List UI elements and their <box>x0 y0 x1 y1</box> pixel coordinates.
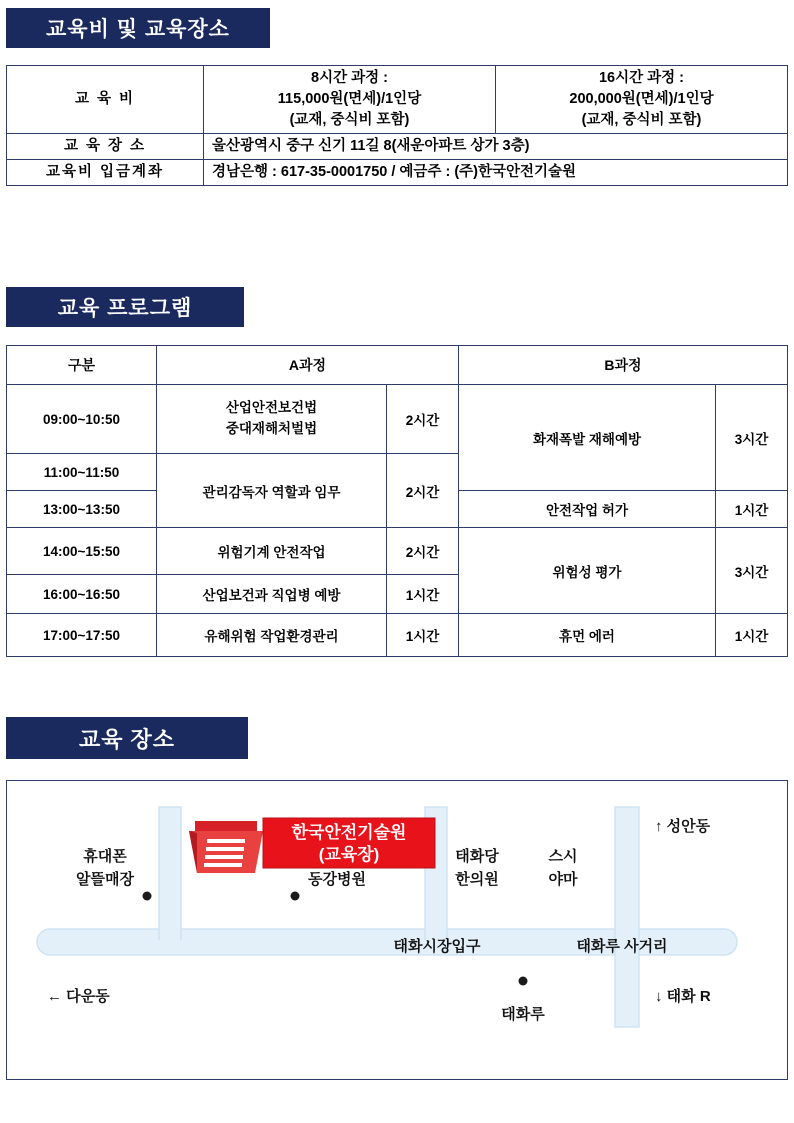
label-taehwadang-1: 태화당 <box>455 848 499 865</box>
label-seongandong: ↑ 성안동 <box>655 818 711 835</box>
label-taehwaru: 태화루 <box>501 1006 545 1023</box>
fee-course16-cell <box>496 66 788 134</box>
fee-course16-line1: 16시간 과정 : <box>598 70 685 86</box>
callout-line2: (교육장) <box>318 845 380 864</box>
table-row <box>7 134 788 160</box>
table-row <box>7 160 788 186</box>
place-value-cell: 울산광역시 중구 신기 11길 8(새운아파트 상가 3층) <box>204 134 788 160</box>
row-b-name-3: 휴먼 에러 <box>459 614 716 657</box>
row-b-hours-0: 3시간 <box>715 385 787 491</box>
row-b-name-1: 안전작업 허가 <box>459 491 716 528</box>
label-taehwaru-intersection: 태화루 사거리 <box>576 938 668 955</box>
row-a-name-0 <box>157 385 387 454</box>
row-time-2: 13:00~13:50 <box>7 491 157 528</box>
row-a-hours-4: 1시간 <box>387 575 459 614</box>
row-b-name-2: 위험성 평가 <box>459 528 716 614</box>
table-row <box>7 66 788 134</box>
label-phone-shop-1: 휴대폰 <box>83 848 127 865</box>
fee-course8-line3: (교재, 중식비 포함) <box>289 112 410 129</box>
fee-course16-line2: 200,000원(면세)/1인당 <box>569 91 714 108</box>
row-a-name-3: 위험기계 안전작업 <box>157 528 387 575</box>
row-a-hours-0: 2시간 <box>387 385 459 454</box>
row-a-hours-3: 2시간 <box>387 528 459 575</box>
banner-map <box>6 717 248 759</box>
row-time-4: 16:00~16:50 <box>7 575 157 614</box>
callout-line1: 한국안전기술원 <box>291 823 407 842</box>
row-time-5: 17:00~17:50 <box>7 614 157 657</box>
account-label-cell: 교육비 입금계좌 <box>7 160 204 186</box>
row-b-hours-2: 3시간 <box>715 528 787 614</box>
label-sushi-1: 스시 <box>548 848 578 865</box>
map-container <box>6 780 788 1080</box>
banner-program <box>6 287 244 327</box>
label-market-entrance: 태화시장입구 <box>393 938 481 955</box>
label-taehwadang-2: 한의원 <box>455 871 499 888</box>
fee-course8-cell <box>204 66 496 134</box>
header-course-b: B과정 <box>459 346 788 385</box>
banner-fee <box>6 8 270 48</box>
table-header-row <box>7 346 788 385</box>
map-callout-hksafety <box>189 818 435 873</box>
fee-table <box>6 65 788 186</box>
row-a-hours-1: 2시간 <box>387 454 459 528</box>
banner-map-label: 교육 장소 <box>78 726 176 752</box>
label-daundong: ← 다운동 <box>47 988 110 1005</box>
program-table <box>6 345 788 657</box>
banner-fee-label: 교육비 및 교육장소 <box>46 18 230 41</box>
place-label-cell: 교 육 장 소 <box>7 134 204 160</box>
table-row <box>7 528 788 575</box>
row-time-0: 09:00~10:50 <box>7 385 157 454</box>
fee-course8-line1: 8시간 과정 : <box>311 70 388 86</box>
row-b-name-0: 화재폭발 재해예방 <box>459 385 716 491</box>
row-b-hours-3: 1시간 <box>715 614 787 657</box>
banner-program-label: 교육 프로그램 <box>57 297 193 320</box>
fee-course16-line3: (교재, 중식비 포함) <box>581 112 702 129</box>
label-sushi-2: 야마 <box>548 871 578 888</box>
row-a-name-4: 산업보건과 직업병 예방 <box>157 575 387 614</box>
account-value-cell: 경남은행 : 617-35-0001750 / 예금주 : (주)한국안전기술원 <box>204 160 788 186</box>
row-time-3: 14:00~15:50 <box>7 528 157 575</box>
header-time: 구분 <box>7 346 157 385</box>
row-a-name-0-line1: 산업안전보건법 <box>225 400 318 416</box>
table-row <box>7 614 788 657</box>
map-graphic <box>7 781 787 1079</box>
fee-course8-line2: 115,000원(면세)/1인당 <box>277 91 422 108</box>
row-a-hours-5: 1시간 <box>387 614 459 657</box>
fee-label-cell: 교 육 비 <box>7 66 204 134</box>
header-course-a: A과정 <box>157 346 459 385</box>
label-taehwa-r: ↓ 태화 R <box>655 988 711 1005</box>
row-b-hours-1: 1시간 <box>715 491 787 528</box>
row-a-name-5: 유해위험 작업환경관리 <box>157 614 387 657</box>
row-a-name-0-line2: 중대재해처벌법 <box>225 421 318 436</box>
row-time-1: 11:00~11:50 <box>7 454 157 491</box>
label-donggang: 동강병원 <box>308 871 366 888</box>
row-a-name-1: 관리감독자 역할과 임무 <box>157 454 387 528</box>
label-phone-shop-2: 알뜰매장 <box>76 871 134 888</box>
